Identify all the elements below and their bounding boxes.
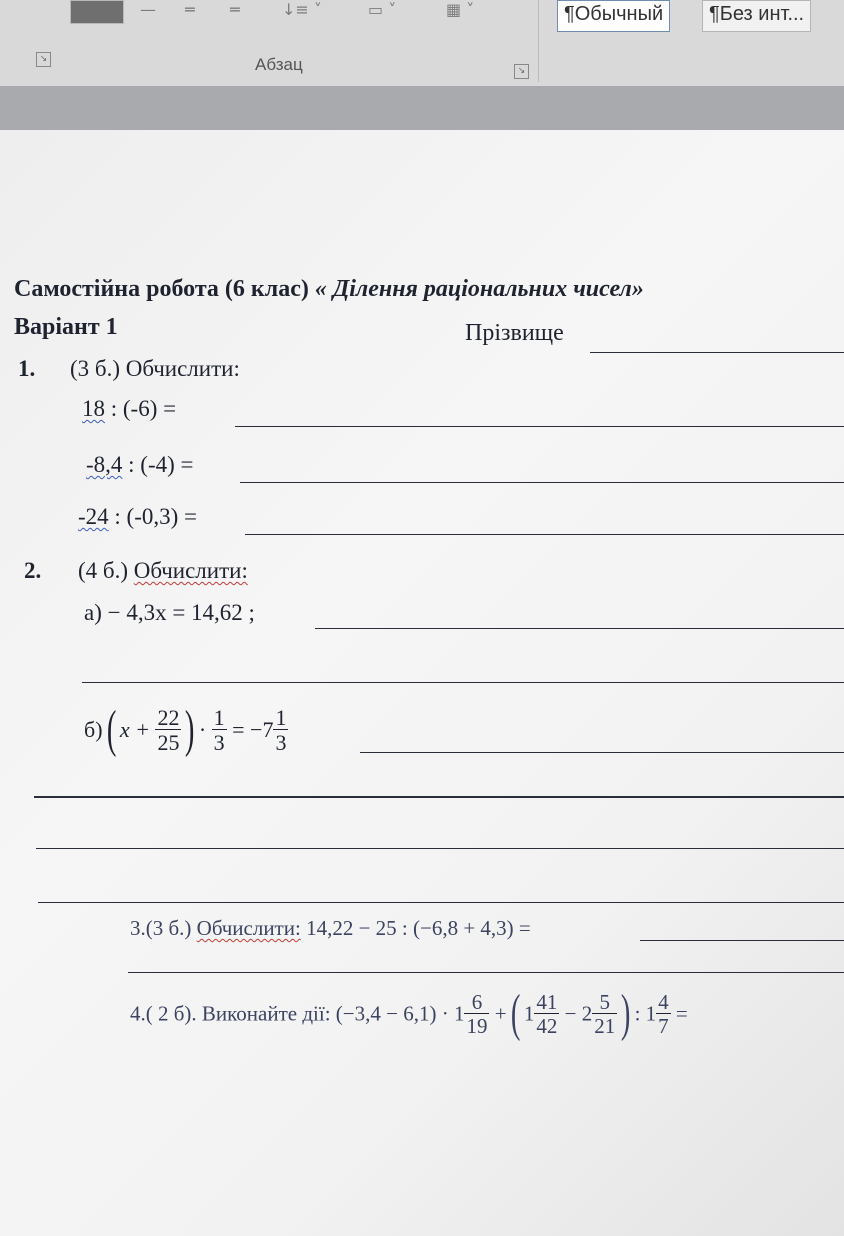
right-paren: ) [185, 701, 195, 758]
frac-numerator: 4 [658, 989, 669, 1014]
surname-label: Прізвище [465, 320, 564, 346]
task1-row2-rest: : (-4) = [122, 452, 194, 477]
frac-denominator: 3 [275, 729, 287, 755]
paragraph-dialog-launcher-icon[interactable]: ↘ [514, 64, 529, 79]
task4-equals: = [675, 1001, 688, 1026]
task1-row2-dividend: -8,4 [86, 452, 123, 477]
task4-colon-one: : 1 [634, 1001, 657, 1026]
task2-instruction: Обчислити: [133, 558, 248, 583]
fraction-41-42 [534, 989, 559, 1038]
left-paren: ( [510, 985, 520, 1042]
answer-line[interactable] [82, 682, 844, 683]
align-right-icon[interactable]: ═ [230, 0, 240, 19]
answer-line[interactable] [315, 628, 844, 629]
font-dialog-launcher-icon[interactable]: ↘ [36, 52, 51, 67]
task1-row1-rest: : (-6) = [105, 396, 177, 421]
task1-row [82, 396, 176, 422]
part-b-prefix: б) [84, 717, 103, 742]
fraction-1-3 [212, 704, 227, 755]
answer-line[interactable] [128, 972, 844, 973]
answer-line[interactable] [34, 796, 844, 798]
fraction-4-7 [656, 989, 671, 1038]
right-paren: ) [621, 985, 631, 1042]
paragraph-mark-icon: ¶ [564, 3, 575, 25]
borders-icon[interactable]: ▦ ˅ [446, 0, 475, 19]
frac-numerator: 6 [471, 989, 483, 1014]
ribbon-toolbar [0, 0, 844, 86]
task4-one: 1 [523, 1001, 535, 1026]
document-page[interactable] [0, 130, 844, 1236]
fraction-6-19 [464, 989, 489, 1038]
fraction-5-21 [592, 989, 617, 1038]
style-no-spacing-label: Без инт... [719, 3, 805, 25]
style-normal-label: Обычный [574, 3, 664, 25]
align-left-icon[interactable]: — [140, 0, 156, 19]
style-no-spacing-button[interactable] [702, 0, 811, 32]
doc-title [14, 276, 644, 303]
align-center-icon[interactable]: ═ [185, 0, 195, 19]
task4 [130, 985, 688, 1042]
frac-numerator: 22 [157, 704, 180, 730]
fraction-1-3-result [273, 704, 288, 755]
frac-numerator: 1 [213, 704, 225, 730]
surname-line[interactable] [590, 352, 844, 353]
frac-denominator: 21 [594, 1013, 616, 1038]
task4-minus-two: − 2 [564, 1001, 593, 1026]
task1-heading [70, 356, 240, 382]
answer-line[interactable] [235, 426, 844, 427]
task1-row3-rest: : (-0,3) = [108, 504, 198, 529]
frac-denominator: 3 [213, 729, 225, 755]
style-normal-button[interactable] [557, 0, 670, 32]
task1-number: 1. [18, 356, 36, 381]
task4-plus: + [494, 1001, 507, 1026]
task1-instruction: Обчислити: [125, 356, 240, 381]
task3 [130, 916, 531, 941]
fraction-22-25 [155, 704, 181, 755]
paragraph-mark-icon: ¶ [709, 3, 720, 25]
task1-row3-dividend: -24 [78, 504, 109, 529]
task1-row1-dividend: 18 [82, 396, 105, 421]
frac-numerator: 1 [275, 704, 287, 730]
shading-icon[interactable]: ▭ ˅ [368, 0, 397, 19]
task2-number: 2. [24, 558, 42, 583]
answer-line[interactable] [240, 482, 844, 483]
left-paren: ( [106, 701, 116, 758]
task2-part-b [84, 701, 288, 758]
answer-line[interactable] [245, 534, 844, 535]
frac-numerator: 5 [599, 989, 610, 1014]
highlight-color-button[interactable] [70, 0, 124, 24]
title-topic: « Ділення раціональних чисел» [314, 276, 644, 302]
variant-label: Варіант 1 [14, 314, 118, 340]
title-text: Самостійна робота (6 клас) [14, 276, 309, 302]
part-b-equals: = −7 [232, 717, 274, 742]
task1-row [78, 504, 197, 530]
answer-line[interactable] [360, 752, 844, 753]
answer-line[interactable] [36, 848, 844, 849]
task2-part-a: а) − 4,3x = 14,62 ; [84, 600, 255, 625]
line-spacing-icon[interactable]: ↓≡ ˅ [282, 0, 322, 19]
frac-denominator: 42 [536, 1013, 558, 1038]
task3-points: 3.(3 б.) [130, 916, 192, 940]
task1-row [86, 452, 194, 478]
part-b-x: x + [119, 717, 150, 742]
frac-denominator: 25 [157, 729, 180, 755]
ribbon-separator [538, 0, 539, 82]
answer-line[interactable] [640, 940, 844, 941]
task3-expression: 14,22 − 25 : (−6,8 + 4,3) = [306, 916, 531, 940]
task2-heading [78, 558, 248, 584]
frac-denominator: 7 [658, 1013, 669, 1038]
task4-part1: (−3,4 − 6,1) · 1 [335, 1001, 465, 1026]
task2-points: (4 б.) [78, 558, 129, 583]
paragraph-group-label: Абзац [255, 55, 303, 74]
task3-instruction: Обчислити: [196, 916, 301, 940]
frac-numerator: 41 [536, 989, 558, 1014]
ribbon-shadow-bar [0, 86, 844, 130]
task1-points: (3 б.) [70, 356, 121, 381]
frac-denominator: 19 [466, 1013, 488, 1038]
task4-heading: 4.( 2 б). Виконайте дії: [130, 1001, 331, 1026]
answer-line[interactable] [38, 902, 844, 903]
dot-operator: · [198, 717, 207, 742]
